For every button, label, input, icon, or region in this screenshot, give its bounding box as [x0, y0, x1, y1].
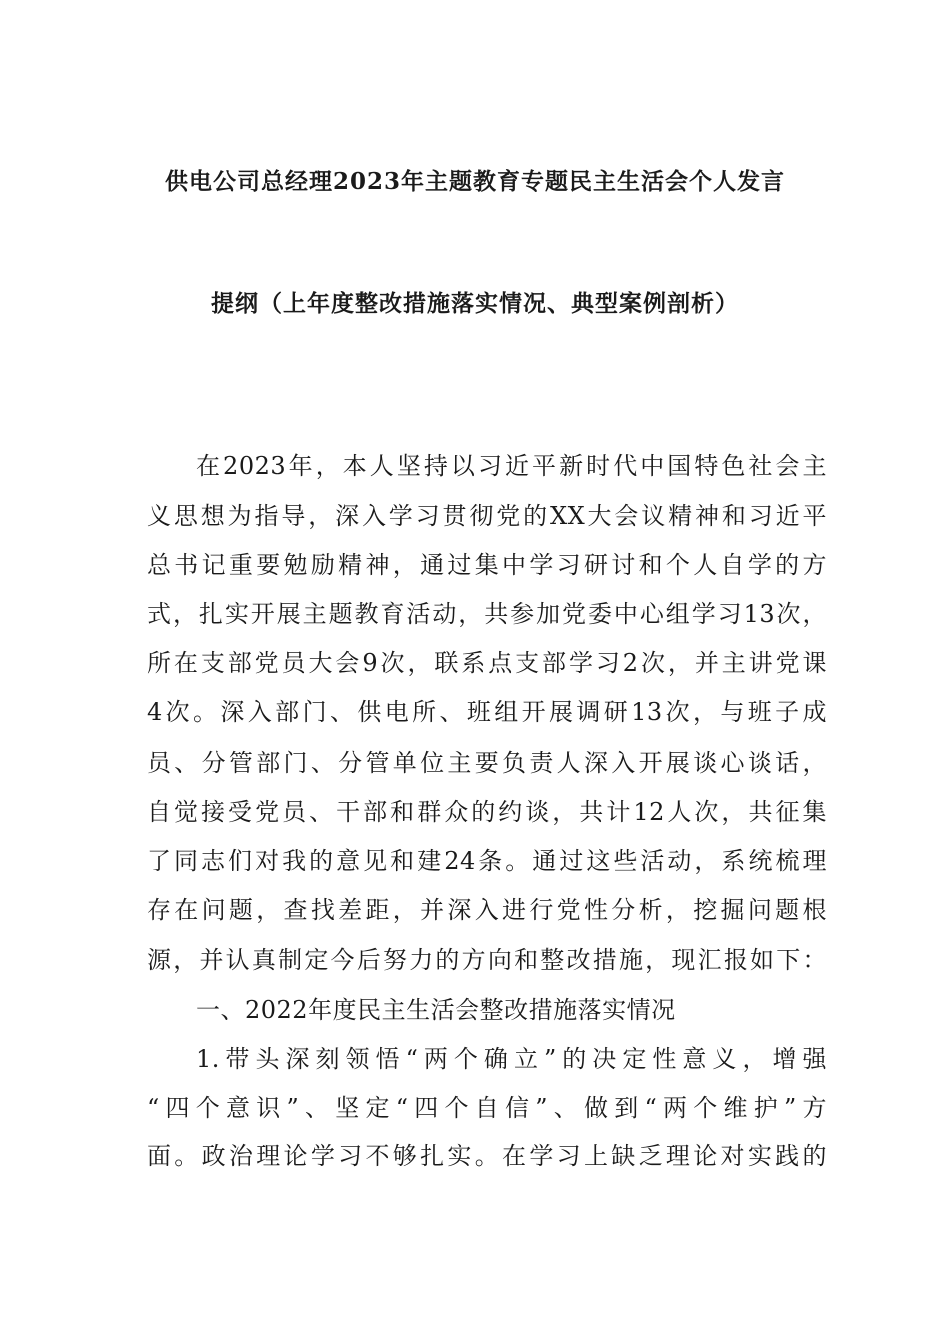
paragraph-line: 义思想为指导，深入学习贯彻党的XX大会议精神和习近平 — [147, 502, 827, 530]
paragraph-line: 式，扎实开展主题教育活动，共参加党委中心组学习13次， — [147, 600, 827, 628]
paragraph-line: 源，并认真制定今后努力的方向和整改措施，现汇报如下： — [147, 946, 827, 974]
section-heading: 一、2022年度民主生活会整改措施落实情况 — [196, 996, 676, 1024]
paragraph-line: 1.带头深刻领悟“两个确立”的决定性意义，增强 — [196, 1045, 827, 1073]
paragraph-line: 在2023年，本人坚持以习近平新时代中国特色社会主 — [196, 452, 827, 480]
document-title-line-1: 供电公司总经理2023年主题教育专题民主生活会个人发言 — [164, 168, 785, 195]
paragraph-line: 4次。深入部门、供电所、班组开展调研13次，与班子成 — [147, 698, 827, 726]
document-title-line-2: 提纲（上年度整改措施落实情况、典型案例剖析） — [211, 290, 739, 317]
paragraph-line: “四个意识”、坚定“四个自信”、做到“两个维护”方 — [147, 1094, 827, 1122]
paragraph-line: 员、分管部门、分管单位主要负责人深入开展谈心谈话， — [147, 749, 827, 777]
paragraph-line: 面。政治理论学习不够扎实。在学习上缺乏理论对实践的 — [147, 1142, 827, 1170]
paragraph-line: 所在支部党员大会9次，联系点支部学习2次，并主讲党课 — [147, 649, 827, 677]
paragraph-line: 了同志们对我的意见和建24条。通过这些活动，系统梳理 — [147, 847, 827, 875]
paragraph-line: 存在问题，查找差距，并深入进行党性分析，挖掘问题根 — [147, 896, 827, 924]
paragraph-line: 自觉接受党员、干部和群众的约谈，共计12人次，共征集 — [147, 798, 827, 826]
paragraph-line: 总书记重要勉励精神，通过集中学习研讨和个人自学的方 — [147, 551, 827, 579]
